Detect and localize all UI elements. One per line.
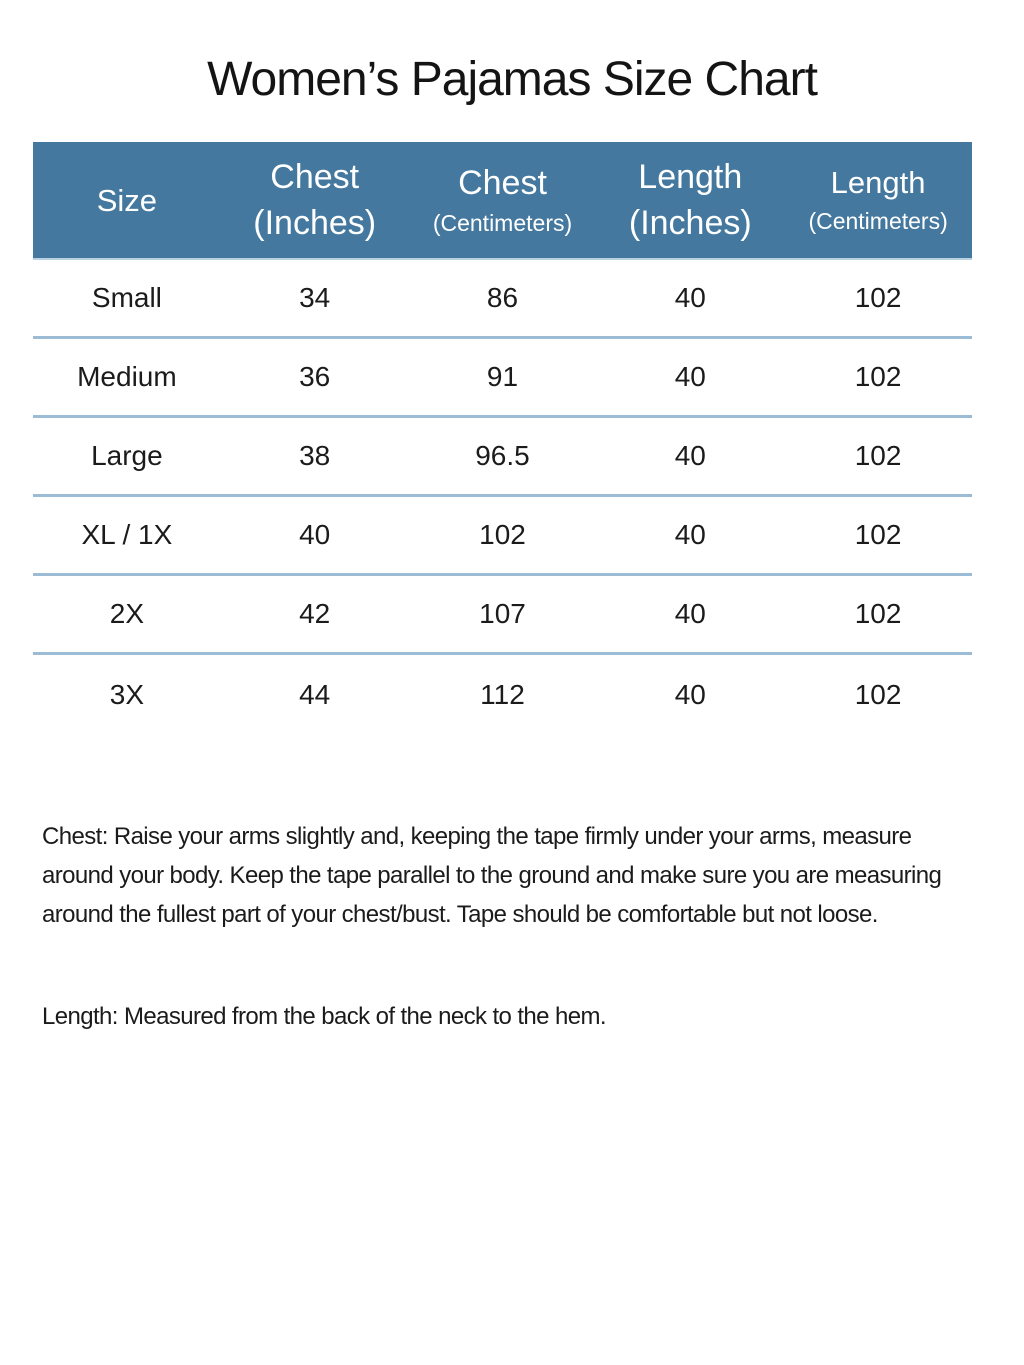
chest-inches-cell: 34 bbox=[299, 282, 331, 313]
chest-note-line: Chest: Raise your arms slightly and, keeping the tape firmly under your arms, measure bbox=[42, 823, 912, 850]
table-header-row bbox=[33, 142, 972, 260]
length-inches-cell: 40 bbox=[674, 282, 706, 313]
column-header-chest-inches bbox=[221, 142, 409, 258]
chest-inches-cell: 36 bbox=[299, 361, 331, 392]
length-note bbox=[42, 997, 1024, 1036]
column-header-length-centimeters bbox=[784, 142, 972, 258]
size-cell: 2X bbox=[109, 598, 145, 629]
table-row-3x bbox=[33, 655, 972, 734]
chest-inches-cell: 38 bbox=[299, 440, 331, 471]
measurement-notes bbox=[42, 817, 1024, 1036]
length-note-line: Length: Measured from the back of the neck to the hem. bbox=[42, 1003, 606, 1030]
chest-centimeters-cell: 91 bbox=[486, 361, 519, 392]
column-header-label: Chest bbox=[458, 163, 547, 202]
column-header-label: Length bbox=[830, 165, 926, 200]
column-header-unit: (Centimeters) bbox=[432, 209, 573, 236]
chest-centimeters-cell: 86 bbox=[486, 282, 519, 313]
table-body bbox=[33, 260, 972, 734]
column-header-label: Chest bbox=[270, 158, 360, 196]
chest-centimeters-cell: 112 bbox=[480, 678, 525, 710]
size-cell: Medium bbox=[77, 361, 177, 392]
size-cell: XL / 1X bbox=[81, 519, 173, 550]
chest-inches-cell: 40 bbox=[299, 519, 331, 550]
size-chart-table bbox=[33, 142, 972, 734]
column-header-length-inches bbox=[596, 142, 784, 258]
chest-inches-cell: 44 bbox=[299, 678, 331, 710]
column-header-unit: (Inches) bbox=[253, 204, 377, 242]
length-inches-cell: 40 bbox=[674, 440, 706, 471]
length-inches-cell: 40 bbox=[674, 678, 706, 710]
length-centimeters-cell: 102 bbox=[854, 598, 902, 629]
size-cell: Large bbox=[91, 440, 163, 471]
column-header-unit: (Centimeters) bbox=[808, 208, 948, 234]
length-inches-cell: 40 bbox=[674, 598, 706, 629]
chest-centimeters-cell: 102 bbox=[479, 519, 526, 550]
length-centimeters-cell: 102 bbox=[854, 440, 902, 471]
length-inches-cell: 40 bbox=[674, 361, 706, 392]
column-header-unit: (Inches) bbox=[628, 204, 752, 242]
column-header-label: Length bbox=[638, 158, 743, 196]
table-row-xl-1x bbox=[33, 497, 972, 576]
column-header-label: Size bbox=[96, 182, 158, 218]
table-row-small bbox=[33, 260, 972, 339]
chest-note-line: around the fullest part of your chest/bust. Tape should be comfortable but not loose. bbox=[42, 901, 878, 928]
page-title: Women’s Pajamas Size Chart bbox=[207, 53, 817, 106]
table-row-large bbox=[33, 418, 972, 497]
length-centimeters-cell: 102 bbox=[854, 678, 902, 710]
chest-note bbox=[42, 817, 1024, 934]
chest-centimeters-cell: 107 bbox=[479, 598, 526, 629]
length-inches-cell: 40 bbox=[674, 519, 706, 550]
size-cell: 3X bbox=[109, 678, 145, 710]
size-cell: Small bbox=[91, 282, 162, 313]
table-row-medium bbox=[33, 339, 972, 418]
table-row-2x bbox=[33, 576, 972, 655]
chest-inches-cell: 42 bbox=[299, 598, 331, 629]
column-header-chest-centimeters bbox=[409, 142, 597, 258]
length-centimeters-cell: 102 bbox=[854, 519, 902, 550]
length-centimeters-cell: 102 bbox=[854, 361, 902, 392]
length-centimeters-cell: 102 bbox=[854, 282, 902, 313]
chest-centimeters-cell: 96.5 bbox=[475, 440, 530, 471]
chest-note-line: around your body. Keep the tape parallel to the ground and make sure you are measuring bbox=[42, 862, 942, 889]
column-header-size bbox=[33, 142, 221, 258]
